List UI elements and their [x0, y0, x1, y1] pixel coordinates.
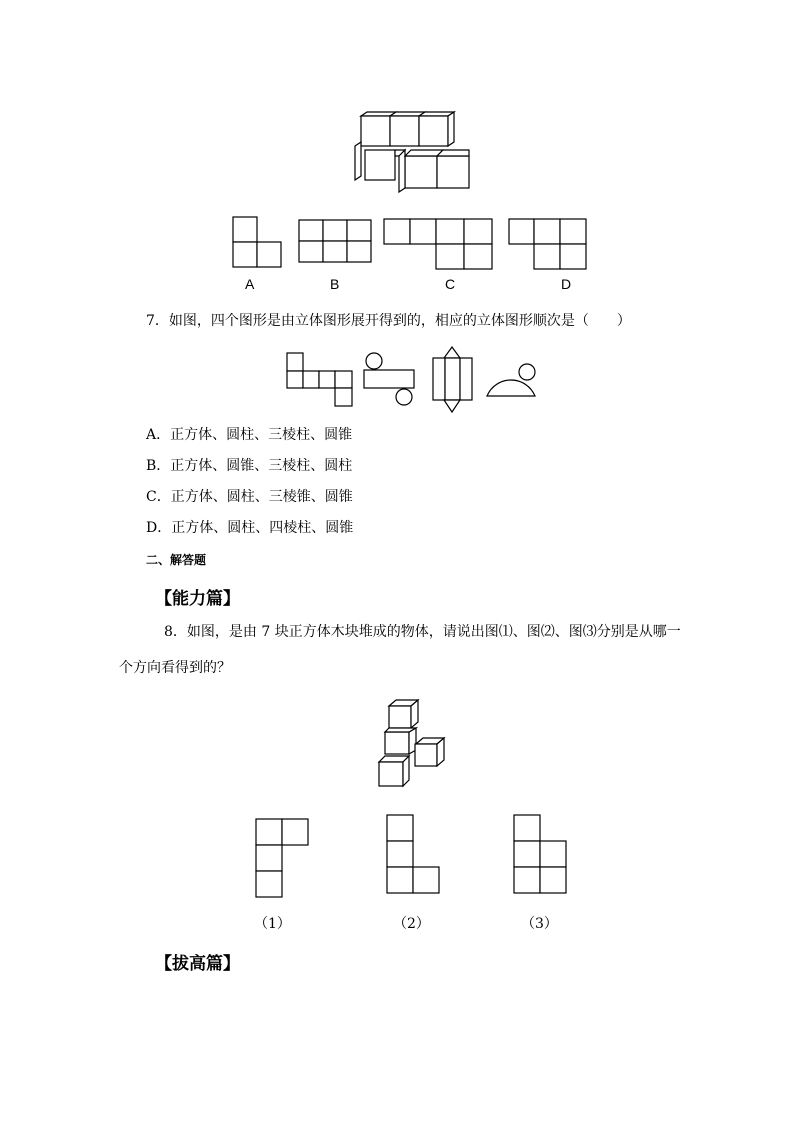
q6-option-d-figure	[508, 218, 588, 272]
q7-stem: 7．如图，四个图形是由立体图形展开得到的，相应的立体图形顺次是（ ）	[146, 313, 631, 329]
ability-section-title: 【能力篇】	[155, 589, 240, 609]
q8-stem-line1: 8．如图，是由 7 块正方体木块堆成的物体，请说出图⑴、图⑵、图⑶分别是从哪一	[164, 624, 681, 640]
q8-view-3-label: （3）	[521, 916, 558, 932]
q8-view-2-label: （2）	[393, 916, 430, 932]
q6-option-a-label: A	[245, 276, 255, 292]
q8-stem-line2: 个方向看得到的？	[119, 660, 231, 676]
q8-view-2	[386, 814, 442, 896]
q7-choice-d: D．正方体、圆柱、四棱柱、圆锥	[146, 520, 354, 536]
q6-option-a-figure	[232, 216, 282, 270]
q8-view-1	[255, 818, 309, 900]
q8-view-1-label: （1）	[254, 916, 291, 932]
q8-view-3	[513, 814, 569, 896]
q6-option-c-label: C	[445, 276, 456, 292]
q6-option-d-label: D	[561, 276, 572, 292]
q8-3d-figure	[378, 696, 448, 788]
advanced-section-title: 【拔高篇】	[155, 954, 240, 974]
q6-option-c-figure	[383, 218, 495, 272]
q7-cylinder-net	[362, 352, 416, 410]
q6-option-b-figure	[298, 219, 374, 263]
q6-3d-figure	[355, 112, 470, 194]
section2-title: 二、解答题	[146, 553, 207, 567]
q7-cone-net	[484, 360, 540, 398]
q6-option-b-label: B	[330, 276, 340, 292]
q7-choice-b: B．正方体、圆锥、三棱柱、圆柱	[146, 458, 353, 474]
q7-prism-net	[430, 346, 476, 414]
q7-choice-a: A．正方体、圆柱、三棱柱、圆锥	[146, 427, 353, 443]
q7-cube-net	[286, 352, 356, 408]
q7-choice-c: C．正方体、圆柱、三棱锥、圆锥	[146, 489, 353, 505]
